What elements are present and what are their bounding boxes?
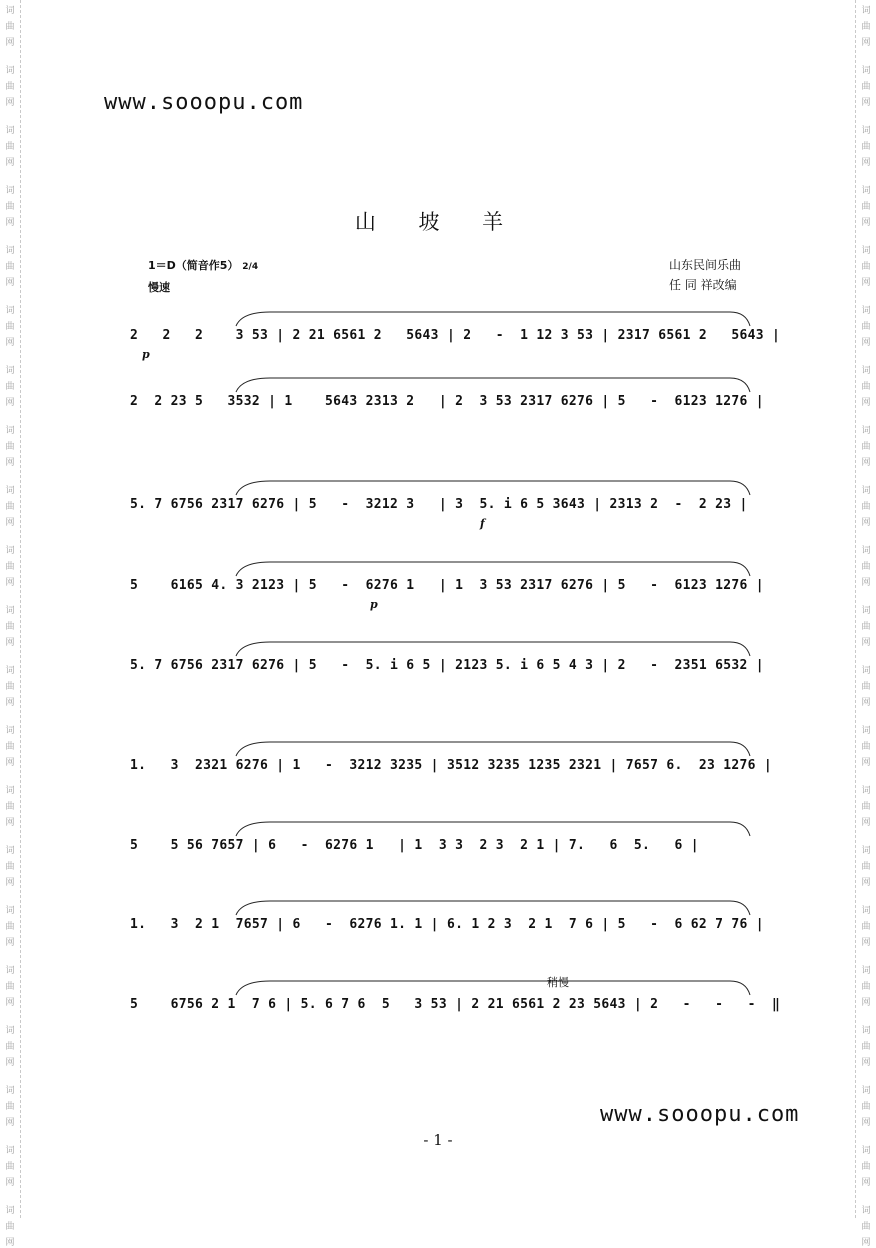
notation-line <box>130 816 754 876</box>
site-url-bottom[interactable]: www.sooopu.com <box>600 1102 800 1127</box>
slur-mark <box>230 636 754 658</box>
watermark-char: 词 <box>5 186 15 196</box>
watermark-char: 网 <box>5 1058 15 1068</box>
watermark-char: 曲 <box>5 502 15 512</box>
watermark-char: 曲 <box>5 322 15 332</box>
watermark-char: 网 <box>861 998 871 1008</box>
notation-line <box>130 306 781 366</box>
watermark-char: 词 <box>861 126 871 136</box>
watermark-char: 词 <box>5 606 15 616</box>
watermark-char: 曲 <box>861 1042 871 1052</box>
jianpu-notes: 2 2 23 5 3532 | 1 5643 2313 2 | 2 3 53 2317 6276 | 5 - 6123 1276 | <box>130 394 764 409</box>
watermark-char: 网 <box>861 338 871 348</box>
watermark-char: 网 <box>861 698 871 708</box>
watermark-char: 网 <box>5 338 15 348</box>
watermark-char: 词 <box>861 246 871 256</box>
watermark-char: 曲 <box>861 622 871 632</box>
watermark-char: 词 <box>861 366 871 376</box>
watermark-char: 词 <box>5 366 15 376</box>
watermark-char: 网 <box>5 518 15 528</box>
watermark-char: 词 <box>5 306 15 316</box>
watermark-char: 曲 <box>5 622 15 632</box>
watermark-char: 曲 <box>861 142 871 152</box>
watermark-char: 词 <box>5 906 15 916</box>
watermark-char: 词 <box>861 1026 871 1036</box>
watermark-char: 曲 <box>861 802 871 812</box>
watermark-char: 词 <box>861 786 871 796</box>
origin-credit: 山东民间乐曲 <box>669 258 742 272</box>
notation-line <box>130 475 754 535</box>
left-margin-watermark <box>0 0 21 1248</box>
watermark-char: 词 <box>5 1086 15 1096</box>
slur-mark <box>230 736 754 758</box>
watermark-char: 曲 <box>5 382 15 392</box>
watermark-char: 词 <box>5 66 15 76</box>
watermark-char: 曲 <box>861 442 871 452</box>
watermark-char: 词 <box>861 1086 871 1096</box>
watermark-char: 网 <box>5 1118 15 1128</box>
watermark-char: 曲 <box>861 682 871 692</box>
watermark-char: 词 <box>861 66 871 76</box>
tempo-change-mark: 稍慢 <box>547 976 569 989</box>
watermark-char: 曲 <box>5 922 15 932</box>
watermark-char: 网 <box>861 38 871 48</box>
page-number: - 1 - <box>423 1131 453 1149</box>
watermark-char: 网 <box>861 398 871 408</box>
watermark-char: 网 <box>861 98 871 108</box>
watermark-char: 词 <box>861 306 871 316</box>
watermark-char: 词 <box>861 186 871 196</box>
watermark-char: 曲 <box>861 1102 871 1112</box>
jianpu-notes: 1. 3 2321 6276 | 1 - 3212 3235 | 3512 3235 1235 2321 | 7657 6. 23 1276 | <box>130 758 773 773</box>
watermark-char: 词 <box>5 846 15 856</box>
watermark-char: 词 <box>5 546 15 556</box>
watermark-char: 曲 <box>861 922 871 932</box>
jianpu-notes: 2 2 2 3 53 | 2 21 6561 2 5643 | 2 - 1 12 3 53 | 2317 6561 2 5643 | <box>130 328 781 343</box>
watermark-char: 网 <box>861 518 871 528</box>
watermark-char: 曲 <box>861 502 871 512</box>
watermark-char: 曲 <box>5 22 15 32</box>
watermark-char: 曲 <box>5 442 15 452</box>
watermark-char: 网 <box>861 1178 871 1188</box>
watermark-char: 词 <box>861 1146 871 1156</box>
dynamic-mark: p <box>370 598 378 611</box>
watermark-char: 曲 <box>5 562 15 572</box>
slur-mark <box>230 475 754 497</box>
watermark-char: 词 <box>5 1146 15 1156</box>
watermark-char: 曲 <box>861 202 871 212</box>
watermark-char: 网 <box>861 158 871 168</box>
watermark-char: 网 <box>861 638 871 648</box>
watermark-char: 词 <box>861 966 871 976</box>
dynamic-mark: p <box>142 348 150 361</box>
notation-line <box>130 636 764 696</box>
jianpu-notes: 5 5 56 7657 | 6 - 6276 1 | 1 3 3 2 3 2 1 | 7. 6 5. 6 | <box>130 838 699 853</box>
watermark-char: 曲 <box>861 862 871 872</box>
time-signature: 2/4 <box>242 262 259 272</box>
watermark-char: 词 <box>861 606 871 616</box>
watermark-char: 曲 <box>5 982 15 992</box>
notation-line <box>130 556 764 616</box>
watermark-char: 曲 <box>861 82 871 92</box>
key-text: 1＝D（简音作5） <box>148 259 239 272</box>
watermark-char: 网 <box>861 458 871 468</box>
watermark-char: 网 <box>861 218 871 228</box>
watermark-char: 词 <box>5 666 15 676</box>
tempo-marking: 慢速 <box>148 281 170 294</box>
watermark-char: 词 <box>5 426 15 436</box>
slur-mark <box>230 556 754 578</box>
watermark-char: 网 <box>861 278 871 288</box>
watermark-char: 词 <box>5 246 15 256</box>
site-url-top[interactable]: www.sooopu.com <box>104 90 304 115</box>
watermark-char: 曲 <box>5 1042 15 1052</box>
watermark-char: 词 <box>861 906 871 916</box>
watermark-char: 曲 <box>5 82 15 92</box>
watermark-char: 网 <box>5 218 15 228</box>
watermark-char: 曲 <box>5 742 15 752</box>
watermark-char: 曲 <box>5 1162 15 1172</box>
jianpu-notes: 5. 7 6756 2317 6276 | 5 - 5. i 6 5 | 2123 5. i 6 5 4 3 | 2 - 2351 6532 | <box>130 658 764 673</box>
slur-mark <box>230 895 754 917</box>
watermark-char: 曲 <box>861 982 871 992</box>
watermark-char: 词 <box>5 1206 15 1216</box>
watermark-char: 曲 <box>5 862 15 872</box>
slur-mark <box>230 816 754 838</box>
watermark-char: 词 <box>861 426 871 436</box>
watermark-char: 词 <box>5 6 15 16</box>
watermark-char: 词 <box>5 486 15 496</box>
watermark-char: 词 <box>861 486 871 496</box>
notation-line <box>130 372 764 432</box>
watermark-char: 曲 <box>861 1222 871 1232</box>
watermark-char: 曲 <box>861 562 871 572</box>
watermark-char: 网 <box>861 938 871 948</box>
watermark-char: 词 <box>861 726 871 736</box>
watermark-char: 曲 <box>5 202 15 212</box>
watermark-char: 词 <box>5 1026 15 1036</box>
watermark-char: 曲 <box>5 682 15 692</box>
jianpu-notes: 1. 3 2 1 7657 | 6 - 6276 1. 1 | 6. 1 2 3 2 1 7 6 | 5 - 6 62 7 76 | <box>130 917 764 932</box>
slur-mark <box>230 372 754 394</box>
watermark-char: 网 <box>5 638 15 648</box>
watermark-char: 词 <box>861 6 871 16</box>
watermark-char: 网 <box>5 878 15 888</box>
watermark-char: 曲 <box>5 262 15 272</box>
watermark-char: 曲 <box>861 742 871 752</box>
watermark-char: 网 <box>861 758 871 768</box>
watermark-char: 网 <box>5 938 15 948</box>
watermark-char: 曲 <box>861 22 871 32</box>
watermark-char: 网 <box>861 1118 871 1128</box>
watermark-char: 网 <box>861 1238 871 1248</box>
watermark-char: 网 <box>5 698 15 708</box>
notation-line <box>130 736 773 796</box>
watermark-char: 曲 <box>5 1102 15 1112</box>
slur-mark <box>230 306 754 328</box>
watermark-char: 网 <box>5 578 15 588</box>
watermark-char: 曲 <box>861 382 871 392</box>
watermark-char: 网 <box>5 998 15 1008</box>
watermark-char: 曲 <box>861 262 871 272</box>
watermark-char: 词 <box>5 786 15 796</box>
watermark-char: 网 <box>5 38 15 48</box>
watermark-char: 网 <box>5 1178 15 1188</box>
watermark-char: 网 <box>861 1058 871 1068</box>
watermark-char: 网 <box>5 98 15 108</box>
watermark-char: 网 <box>861 878 871 888</box>
watermark-char: 词 <box>5 726 15 736</box>
slur-mark <box>230 975 754 997</box>
jianpu-notes: 5 6165 4. 3 2123 | 5 - 6276 1 | 1 3 53 2317 6276 | 5 - 6123 1276 | <box>130 578 764 593</box>
watermark-char: 词 <box>861 846 871 856</box>
watermark-char: 词 <box>861 546 871 556</box>
watermark-char: 网 <box>5 158 15 168</box>
arranger-credit: 任 同 祥改编 <box>669 278 737 292</box>
watermark-char: 曲 <box>861 322 871 332</box>
dynamic-mark: f <box>480 517 485 530</box>
watermark-char: 词 <box>5 126 15 136</box>
watermark-char: 曲 <box>861 1162 871 1172</box>
watermark-char: 曲 <box>5 1222 15 1232</box>
watermark-char: 词 <box>861 666 871 676</box>
notation-line <box>130 975 781 1035</box>
jianpu-notes: 5 6756 2 1 7 6 | 5. 6 7 6 5 3 53 | 2 21 6561 2 23 5643 | 2 - - - ‖ <box>130 997 781 1012</box>
watermark-char: 曲 <box>5 142 15 152</box>
watermark-char: 词 <box>861 1206 871 1216</box>
watermark-char: 网 <box>5 458 15 468</box>
score-title: 山 坡 羊 <box>354 210 522 234</box>
watermark-char: 网 <box>5 818 15 828</box>
key-signature <box>148 257 258 273</box>
notation-line <box>130 895 764 955</box>
right-margin-watermark <box>855 0 876 1248</box>
watermark-char: 网 <box>5 758 15 768</box>
watermark-char: 网 <box>861 818 871 828</box>
watermark-char: 网 <box>5 398 15 408</box>
watermark-char: 网 <box>5 1238 15 1248</box>
watermark-char: 网 <box>861 578 871 588</box>
watermark-char: 曲 <box>5 802 15 812</box>
watermark-char: 网 <box>5 278 15 288</box>
jianpu-notes: 5. 7 6756 2317 6276 | 5 - 3212 3 | 3 5. i 6 5 3643 | 2313 2 - 2 23 | <box>130 497 748 512</box>
watermark-char: 词 <box>5 966 15 976</box>
